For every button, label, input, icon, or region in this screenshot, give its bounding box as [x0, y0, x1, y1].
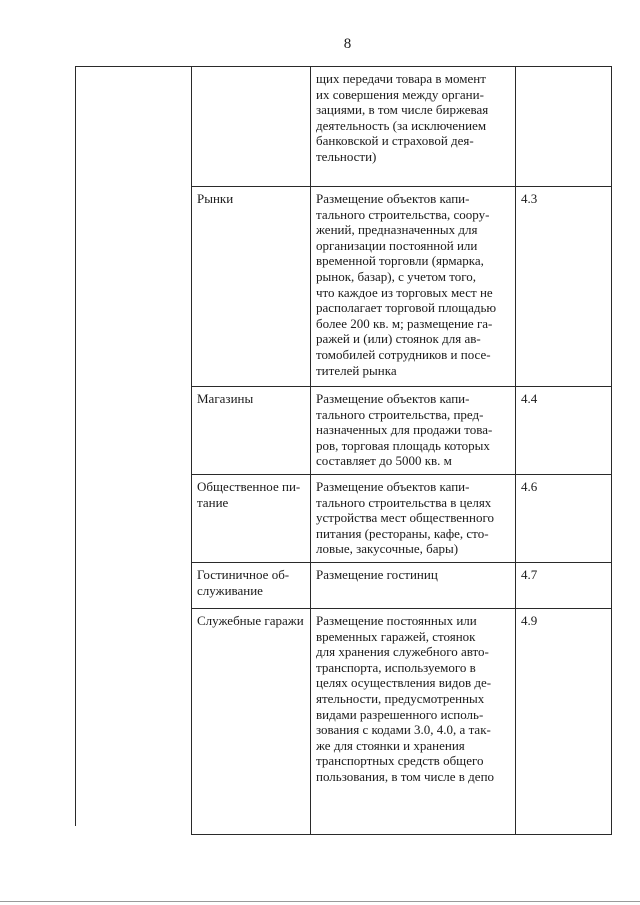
- use-description-cell-line: транспортных средств общего: [316, 753, 484, 769]
- use-description-cell-line: тального строительства, пред-: [316, 406, 484, 422]
- use-description-cell: [311, 563, 516, 609]
- table-row: [192, 187, 612, 387]
- use-description-cell-line: временной торговли (ярмарка,: [316, 253, 484, 269]
- table-row: [192, 475, 612, 563]
- table-row: [192, 387, 612, 475]
- use-code-cell-text: 4.6: [521, 479, 538, 494]
- use-name-cell: [192, 187, 311, 387]
- use-description-cell-line: их совершения между органи-: [316, 86, 484, 102]
- use-description-cell: [311, 475, 516, 563]
- use-description-cell-line: зования с кодами 3.0, 4.0, а так-: [316, 722, 491, 738]
- use-code-cell: [516, 475, 612, 563]
- use-description-cell-line: же для стоянки и хранения: [316, 737, 465, 753]
- use-description-cell-line: для хранения служебного авто-: [316, 644, 489, 660]
- use-description-cell-line: Размещение гостиниц: [316, 567, 438, 582]
- use-description-cell-line: что каждое из торговых мест не: [316, 284, 493, 300]
- use-description-cell-line: банковской и страховой дея-: [316, 133, 474, 149]
- table-row: [192, 609, 612, 835]
- use-code-cell-text: 4.9: [521, 613, 538, 628]
- use-description-cell: [311, 187, 516, 387]
- use-code-cell: [516, 563, 612, 609]
- page-number: 8: [343, 36, 352, 52]
- use-description-cell-line: ятельности, предусмотренных: [316, 690, 485, 706]
- use-code-cell-text: 4.4: [521, 391, 538, 406]
- use-description-cell-line: организации постоянной или: [316, 237, 478, 253]
- use-description-cell-line: томобилей сотрудников и посе-: [316, 346, 491, 362]
- use-description-cell-line: деятельность (за исключением: [316, 117, 487, 133]
- use-description-cell-line: Размещение объектов капи-: [316, 191, 470, 206]
- use-description-cell-line: ров, торговая площадь которых: [316, 437, 490, 453]
- use-name-cell-line: тание: [197, 494, 229, 510]
- use-code-cell-text: 4.7: [521, 567, 538, 582]
- left-margin-line: [75, 66, 76, 826]
- use-name-cell: [192, 475, 311, 563]
- use-description-cell-line: рынок, базар), с учетом того,: [316, 268, 476, 284]
- use-description-cell-line: тального строительства, соору-: [316, 206, 490, 222]
- use-name-cell-line: Гостиничное об-: [197, 567, 290, 582]
- use-description-cell-line: Размещение объектов капи-: [316, 391, 470, 406]
- use-description-cell: [311, 387, 516, 475]
- use-name-cell-line: Рынки: [197, 191, 234, 206]
- use-code-cell: [516, 609, 612, 835]
- use-description-cell-line: Размещение постоянных или: [316, 613, 477, 628]
- table-top-border: [75, 66, 191, 67]
- use-description-cell-line: располагает торговой площадью: [316, 300, 497, 316]
- use-description-cell-line: ражей и (или) стоянок для ав-: [316, 331, 481, 347]
- use-name-cell: [192, 563, 311, 609]
- use-name-cell: [192, 67, 311, 187]
- use-description-cell-line: назначенных для продажи това-: [316, 422, 493, 438]
- table-body: [192, 67, 612, 835]
- use-description-cell-line: щих передачи товара в момент: [316, 71, 486, 86]
- use-description-cell-line: тельности): [316, 148, 377, 164]
- use-code-cell: [516, 67, 612, 187]
- use-description-cell-line: тального строительства в целях: [316, 494, 492, 510]
- table-row: [192, 67, 612, 187]
- use-description-cell-line: видами разрешенного исполь-: [316, 706, 484, 722]
- use-description-cell-line: ловые, закусочные, бары): [316, 541, 459, 557]
- use-name-cell-line: служивание: [197, 582, 263, 598]
- use-description-cell-line: устройства мест общественного: [316, 510, 494, 526]
- use-name-cell: [192, 609, 311, 835]
- use-description-cell-line: тителей рынка: [316, 362, 397, 378]
- use-description-cell: [311, 609, 516, 835]
- use-description-cell-line: пользования, в том числе в депо: [316, 768, 495, 784]
- use-description-cell-line: целях осуществления видов де-: [316, 675, 492, 691]
- use-name-cell: [192, 387, 311, 475]
- page-bottom-edge: [0, 901, 640, 902]
- use-description-cell-line: временных гаражей, стоянок: [316, 628, 476, 644]
- use-name-cell-line: Служебные гаражи: [197, 613, 304, 628]
- use-name-cell-line: Общественное пи-: [197, 479, 301, 494]
- use-code-cell: [516, 387, 612, 475]
- use-description-cell: [311, 67, 516, 187]
- use-code-cell-text: 4.3: [521, 191, 538, 206]
- use-description-cell-line: питания (рестораны, кафе, сто-: [316, 525, 489, 541]
- use-description-cell-line: более 200 кв. м; размещение га-: [316, 315, 493, 331]
- use-description-cell-line: жений, предназначенных для: [316, 222, 478, 238]
- use-code-cell: [516, 187, 612, 387]
- land-use-table: [191, 66, 612, 835]
- use-description-cell-line: Размещение объектов капи-: [316, 479, 470, 494]
- use-description-cell-line: составляет до 5000 кв. м: [316, 453, 452, 469]
- use-description-cell-line: зациями, в том числе биржевая: [316, 102, 489, 118]
- table-row: [192, 563, 612, 609]
- use-description-cell-line: транспорта, используемого в: [316, 659, 476, 675]
- use-name-cell-line: Магазины: [197, 391, 254, 406]
